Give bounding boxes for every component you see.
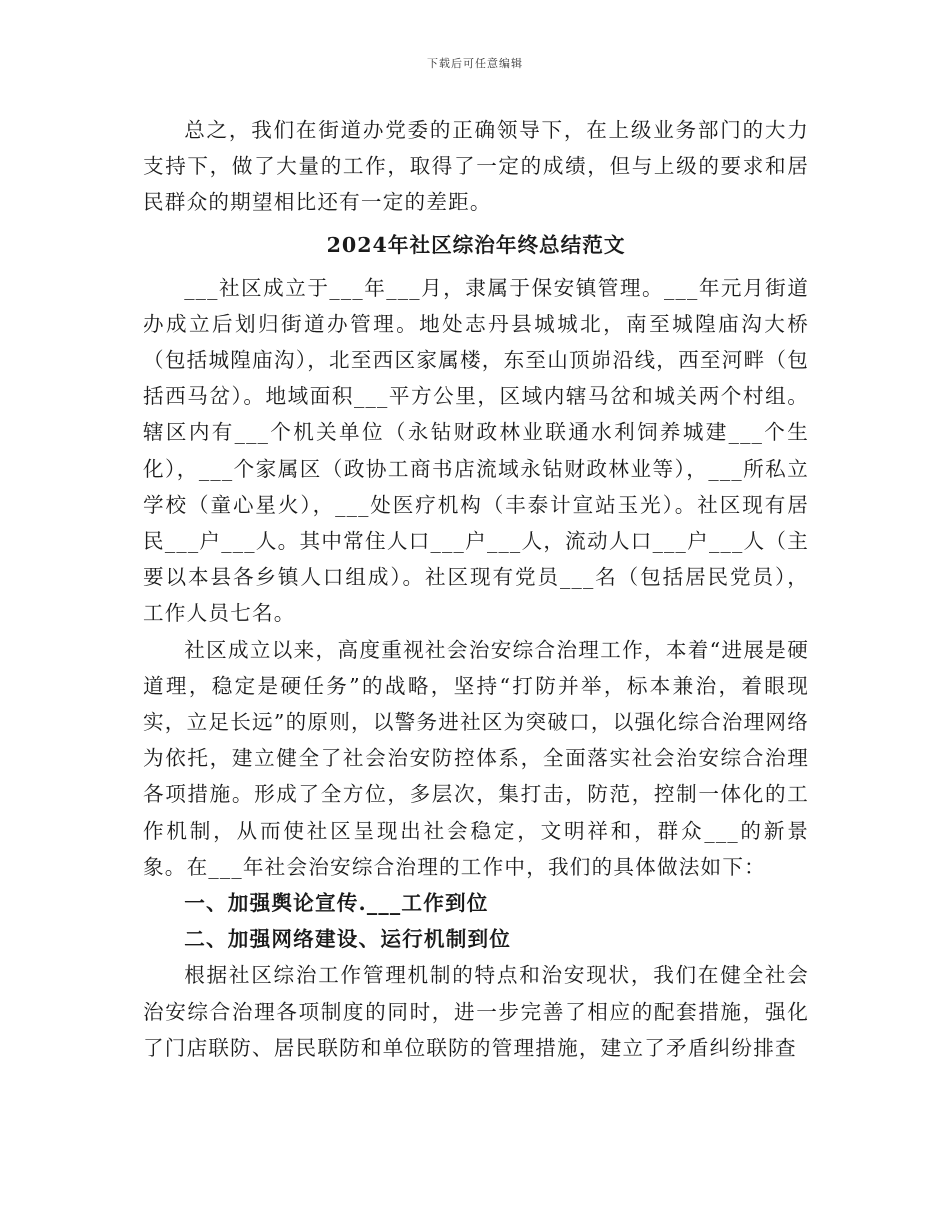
page-header-note: 下载后可任意编辑 (427, 57, 523, 70)
paragraph-work-approach: 社区成立以来，高度重视社会治安综合治理工作，本着“进展是硬道理，稳定是硬任务”的战略，坚持“打防并举，标本兼治，着眼现实，立足长远”的原则，以警务进社区为突破口，以强化综合治理网络为依托，建立健全了社会治安防控体系，全面落实社会治安综合治理各项措施。形成了全方位，多层次，集打击，防范，控制一体化的工作机制，从而使社区呈现出社会稳定，文明祥和，群众___的新景象。在___年社会治安综合治理的工作中，我们的具体做法如下： (143, 637, 809, 879)
document-title: 2024年社区综治年终总结范文 (326, 232, 626, 257)
paragraph-conclusion: 总之，我们在街道办党委的正确领导下，在上级业务部门的大力支持下，做了大量的工作，取得了一定的成绩，但与上级的要求和居民群众的期望相比还有一定的差距。 (143, 118, 809, 215)
section-heading-1: 一、加强舆论宣传.___工作到位 (184, 891, 489, 916)
document-body (143, 112, 809, 1066)
paragraph-community-overview: ___社区成立于___年___月，隶属于保安镇管理。___年元月街道办成立后划归街道办管理。地处志丹县城城北，南至城隍庙沟大桥（包括城隍庙沟），北至西区家属楼，东至山顶峁沿线，西至河畔（包括西马岔）。地域面积___平方公里，区域内辖马岔和城关两个村组。辖区内有___个机关单位（永钻财政林业联通水利饲养城建___个生化），___个家属区（政协工商书店流域永钻财政林业等），___所私立学校（童心星火），___处医疗机构（丰泰计宣站玉光）。社区现有居民___户___人。其中常住人口___户___人，流动人口___户___人（主要以本县各乡镇人口组成）。社区现有党员___名（包括居民党员），工作人员七名。 (143, 275, 809, 626)
section-heading-2: 二、加强网络建设、运行机制到位 (184, 927, 512, 952)
paragraph-network-building: 根据社区综治工作管理机制的特点和治安现状，我们在健全社会治安综合治理各项制度的同时，进一步完善了相应的配套措施，强化了门店联防、居民联防和单位联防的管理措施，建立了矛盾纠纷排查 (143, 963, 809, 1060)
